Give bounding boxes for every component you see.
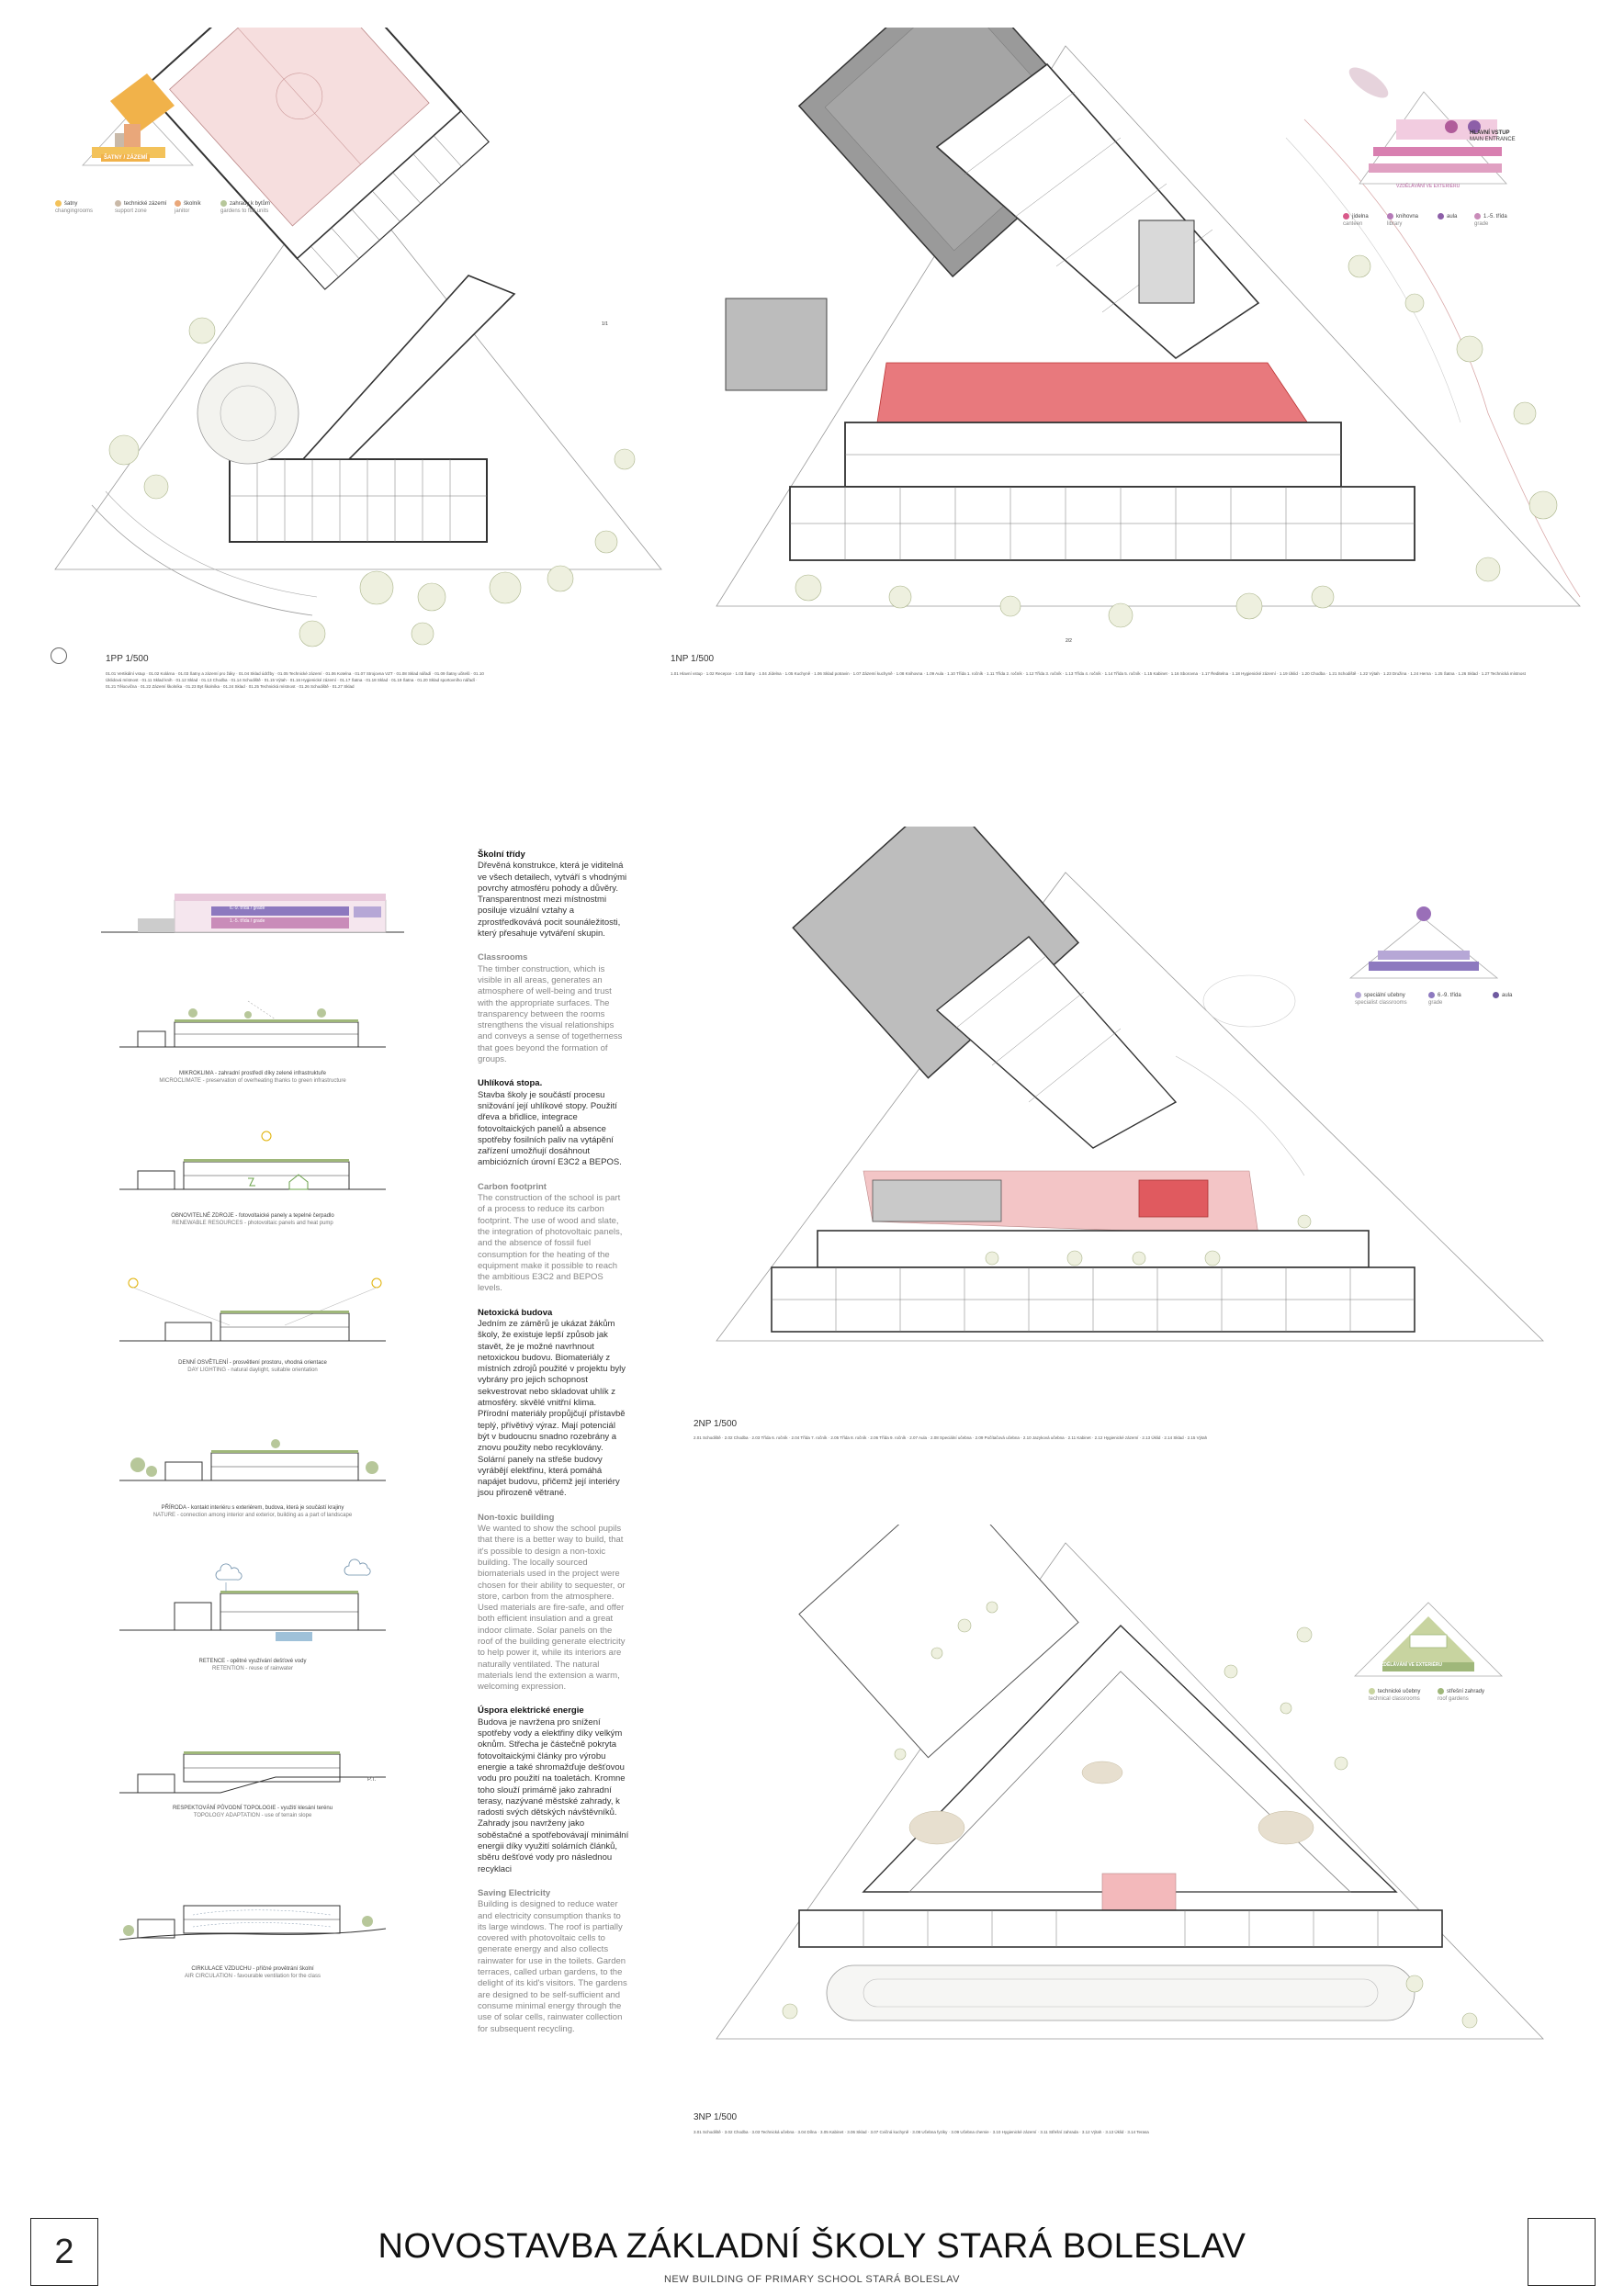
diagram-daylighting	[110, 1272, 395, 1355]
legend-2np-en-1: grade	[1428, 1000, 1443, 1007]
legend-1pp-badge-label: ŠATNY / ZÁZEMÍ	[101, 154, 150, 162]
legend-2np-swatch-0	[1355, 992, 1361, 998]
page-title: NOVOSTAVBA ZÁKLADNÍ ŠKOLY STARÁ BOLESLAV	[378, 2227, 1246, 2266]
legend-3np-item-1	[1438, 1688, 1484, 1703]
section-grade-upper: 6.-9. třída / grade	[230, 906, 265, 911]
room-list-2np: 2.01 Schodiště · 2.02 Chodba · 2.03 Třída 6. ročník · 2.04 Třída 7. ročník · 2.05 Třída 8. ročník · 2.06 Třída 9. ročník · 2.07 Aula · 2.08 Speciální učebna · 2.09 Počítačová učebna · 2.10 Jazyková učebna · 2.11 Kabinet · 2.12 Hygienické zázemí · 2.13 Úklid · 2.14 Sklad · 2.15 Výtah	[694, 1435, 1208, 1440]
legend-2np-pyramid	[1341, 895, 1506, 987]
legend-3np-pyramid	[1346, 1584, 1511, 1685]
essay-cz3-text: Jedním ze záměrů je ukázat žákům školy, že existuje lepší způsob jak stavět, že je možné navrhnout netoxickou budovu. Biomateriály z místních zdrojů použité v projektu byly vybrány pro jejich schopnost sekvestrovat nebo skladovat uhlík z atmosféry. skvělé vnitřní klima. Přírodní materiály propůjčují přístavbě teplý, přívětivý výraz. Mají potenciál být v budoucnu snadno rozebrány a znovu použity nebo recyklovány. Solární panely na střeše budovy vyrábějí elektřinu, která pomáhá napájet budovu, přičemž její interiéry jsou přirozeně větrané.	[478, 1318, 626, 1499]
legend-1pp-en-2: janitor	[175, 208, 190, 215]
diagram-retention	[110, 1557, 395, 1649]
room-list-1pp: 01.01 Vertikální vstup · 01.02 Kolárna · 01.03 Šatny a zázemí pro žáky · 01.04 Sklad údržby · 01.05 Technické zázemí · 01.06 Kotelna · 01.07 Strojovna VZT · 01.08 Sklad nářadí · 01.09 Šatny učitelů · 01.10 Úklidová místnost · 01.11 Sklad knih · 01.12 Sklad · 01.13 Chodba · 01.14 Schodiště · 01.15 Výtah · 01.16 Hygienické zázemí · 01.17 Šatna · 01.18 Sklad · 01.19 Šatna · 01.20 Sklad sportovního nářadí · 01.21 Tělocvična · 01.22 Zázemí školníka · 01.23 Byt školníka · 01.24 Sklad · 01.25 Technická místnost · 01.26 Schodiště · 01.27 Sklad	[106, 671, 484, 689]
diagram-renewable-drawing	[110, 1125, 395, 1208]
legend-1np-en-3: grade	[1474, 221, 1489, 228]
legend-1np-en-1: library	[1387, 221, 1403, 228]
legend-1pp-en-1: support zone	[115, 208, 147, 215]
legend-1np-en-0: canteen	[1343, 221, 1363, 228]
legend-1np-label-2: aula	[1447, 214, 1458, 220]
legend-1pp-swatch-2	[175, 200, 181, 207]
section-grade-lower: 1.-5. třída / grade	[230, 918, 265, 924]
legend-1np-swatch-2	[1438, 213, 1444, 219]
diagram-retention-drawing	[110, 1557, 395, 1649]
diagram-caption-4	[106, 1658, 400, 1672]
legend-2np-item-0	[1355, 992, 1407, 1007]
legend-1np-item-0	[1343, 213, 1369, 228]
diagram-caption-5-en: TOPOLOGY ADAPTATION - use of terrain slope	[193, 1813, 312, 1818]
legend-1np-entrance	[1470, 130, 1516, 143]
legend-1pp-swatch-3	[220, 200, 227, 207]
diagram-caption-6-en: AIR CIRCULATION - favourable ventilation for the class	[185, 1974, 321, 1979]
legend-1np-item-2	[1438, 213, 1457, 220]
essay-en3-text: We wanted to show the school pupils that there is a better way to build, that it's possible to design a non-toxic building. The locally sourced biomaterials used in the project were chosen for their ability to sequester, or store, carbon from the atmosphere. Used materials are fire-safe, and offer both efficient insulation and a great indoor climate. Solar panels on the roof of the building generate electricity to help power it, while its interiors are naturally ventilated. The natural materials lend the extension a warm, welcoming expression.	[478, 1524, 626, 1693]
legend-1np-swatch-0	[1343, 213, 1349, 219]
diagram-caption-0-en: MICROCLIMATE - preservation of overheating thanks to green infrastructure	[159, 1078, 346, 1084]
room-list-1np: 1.01 Hlavní vstup · 1.02 Recepce · 1.03 Šatny · 1.04 Jídelna · 1.05 Kuchyně · 1.06 Sklad potravin · 1.07 Zázemí kuchyně · 1.08 Knihovna · 1.09 Aula · 1.10 Třída 1. ročník · 1.11 Třída 2. ročník · 1.12 Třída 3. ročník · 1.13 Třída 4. ročník · 1.14 Třída 5. ročník · 1.15 Kabinet · 1.16 Sborovna · 1.17 Ředitelna · 1.18 Hygienické zázemí · 1.19 Úklid · 1.20 Chodba · 1.21 Schodiště · 1.22 Výtah · 1.23 Družina · 1.24 Herna · 1.25 Šatna · 1.26 Sklad · 1.27 Technická místnost	[671, 671, 1526, 676]
legend-3np-en-1: roof gardens	[1438, 1696, 1469, 1703]
legend-1pp-pyramid	[73, 55, 202, 184]
legend-1pp-label-1: technické zázemí	[124, 201, 167, 208]
essay-en4-text: Building is designed to reduce water and electricity consumption thanks to its large windows. The roof is partially covered with photovoltaic cells to generate energy and also collects rainwater for use in the toilets. Garden terraces, called urban gardens, to the delight of its kid's visitors. The gardens are designed to be self-sufficient and consume minimal energy through the use of solar cells, rainwater collection for subsequent recycling.	[478, 1899, 627, 2034]
legend-1np-item-3	[1474, 213, 1507, 228]
diagram-caption-1-cz: OBNOVITELNÉ ZDROJE - fotovoltaické panely a tepelné čerpadlo	[171, 1213, 334, 1219]
legend-2np-label-2: aula	[1502, 993, 1513, 999]
diagram-caption-2	[106, 1359, 400, 1374]
legend-3np-badge-label: VZDĚLÁVÁNÍ VE EXTERIÉRU	[1378, 1662, 1443, 1668]
legend-1pp-item-2	[175, 200, 201, 215]
section-mark-1: 1/1	[602, 321, 608, 327]
diagram-caption-1-en: RENEWABLE RESOURCES - photovoltaic panels and heat pump	[172, 1221, 333, 1226]
legend-1np-badge-label: VZDĚLÁVÁNÍ VE EXTERIÉRU	[1396, 184, 1460, 189]
diagram-caption-3-cz: PŘÍRODA - kontakt interiéru s exteriérem, budova, která je součástí krajiny	[161, 1505, 344, 1511]
legend-3np-swatch-1	[1438, 1688, 1444, 1694]
legend-3np-badge	[1346, 1584, 1511, 1685]
legend-2np-item-2	[1493, 992, 1512, 999]
diagram-topology-drawing	[110, 1727, 395, 1809]
section-mark-2: 2/2	[1066, 638, 1072, 644]
plan-1pp-label: 1PP 1/500	[106, 654, 149, 664]
legend-2np-item-1	[1428, 992, 1461, 1007]
legend-2np-en-0: specialist classrooms	[1355, 1000, 1407, 1007]
legend-1pp-en-3: gardens to flat units	[220, 208, 269, 215]
essay-en4	[478, 1888, 629, 2035]
plan-1np-label: 1NP 1/500	[671, 654, 715, 664]
diagram-caption-6	[106, 1965, 400, 1980]
diagram-nature	[110, 1424, 395, 1497]
entrance-label-cz: HLAVNÍ VSTUP	[1470, 130, 1510, 136]
legend-1np-badge	[1332, 55, 1516, 193]
legend-3np-label-0: technické učebny	[1378, 1689, 1421, 1695]
essay-en2-text: The construction of the school is part of a process to reduce its carbon footprint. The use of wood and slate, the integration of photovoltaic panels, and the absence of fossil fuel consumption for the heating of the equipment make it possible to reach the ambitious E3C2 and BEPOS levels.	[478, 1193, 623, 1294]
essay-en2	[478, 1182, 629, 1295]
legend-2np-badge	[1341, 895, 1506, 987]
diagram-microclimate-drawing	[110, 996, 395, 1065]
north-arrow-1pp	[51, 647, 67, 664]
essay-en3	[478, 1513, 629, 1694]
topology-pt-label: P.T.	[367, 1777, 377, 1783]
legend-1pp-en-0: changingrooms	[55, 208, 94, 215]
legend-2np-swatch-2	[1493, 992, 1499, 998]
diagram-air-drawing	[110, 1874, 395, 1956]
diagram-topology	[110, 1727, 395, 1809]
diagram-caption-5	[106, 1805, 400, 1819]
page-subtitle: NEW BUILDING OF PRIMARY SCHOOL STARÁ BOLESLAV	[663, 2274, 960, 2285]
essay-cz4-heading: Úspora elektrické energie	[478, 1705, 584, 1716]
legend-1pp-badge	[73, 55, 202, 184]
legend-2np-swatch-1	[1428, 992, 1435, 998]
diagram-nature-drawing	[110, 1424, 395, 1497]
diagram-caption-5-cz: RESPEKTOVÁNÍ PŮVODNÍ TOPOLOGIE - využití klesání terénu	[172, 1806, 333, 1811]
essay-cz2-heading: Uhlíková stopa.	[478, 1078, 543, 1089]
essay-en1-text: The timber construction, which is visible in all areas, generates an atmosphere of well-being and trust with the appropriate surfaces. The transparency between the rooms strengthens the visual relationships and conveys a sense of togetherness that goes beyond the formation of groups.	[478, 963, 623, 1065]
legend-1pp-item-0	[55, 200, 93, 215]
essay-cz3-heading: Netoxická budova	[478, 1307, 553, 1318]
legend-1np-label-3: 1.-5. třída	[1483, 214, 1507, 220]
essay-cz1-heading: Školní třídy	[478, 850, 525, 860]
diagram-caption-2-cz: DENNÍ OSVĚTLENÍ - prosvětlení prostoru, vhodná orientace	[178, 1360, 327, 1366]
diagram-caption-6-cz: CIRKULACE VZDUCHU - příčné provětrání školní	[191, 1966, 314, 1972]
diagram-caption-0-cz: MIKROKLIMA - zahradní prostředí díky zelené infrastruktuře	[178, 1071, 327, 1076]
diagram-air	[110, 1874, 395, 1956]
essay-en1-heading: Classrooms	[478, 952, 528, 963]
essay-cz4-text: Budova je navržena pro snížení spotřeby vody a elektřiny díky velkým oknům. Střecha je částečně pokryta fotovoltaickými články pro výrobu energie a také shromažďuje dešťovou vodu pro použití na toaletách. Kromne toho slouží primárně jako zahradní terasy, nazývané městské zahrady, k radosti svých dětských návštěvníků. Zahrady jsou navrženy jako soběstačné a spotřebovávají minimální energii díky využití solárních článků, sběru dešťové vody pro následnou recyklaci	[478, 1716, 629, 1874]
plan-2np-label: 2NP 1/500	[694, 1419, 738, 1429]
legend-3np-swatch-0	[1369, 1688, 1375, 1694]
essay-en4-heading: Saving Electricity	[478, 1887, 551, 1898]
legend-3np-en-0: technical classrooms	[1369, 1696, 1420, 1703]
diagram-caption-3	[106, 1504, 400, 1519]
legend-1np-item-1	[1387, 213, 1418, 228]
legend-1pp-label-2: školník	[184, 201, 201, 208]
diagram-caption-3-en: NATURE - connection among interior and exterior, building as a part of landscape	[152, 1513, 353, 1518]
diagram-caption-2-en: DAY LIGHTING - natural daylight, suitable orientation	[187, 1367, 318, 1373]
legend-1np-swatch-1	[1387, 213, 1393, 219]
legend-1np-label-1: knihovna	[1396, 214, 1419, 220]
page-number: 2	[54, 2233, 74, 2271]
essay-en3-heading: Non-toxic building	[478, 1512, 555, 1523]
room-list-3np: 3.01 Schodiště · 3.02 Chodba · 3.03 Technická učebna · 3.04 Dílna · 3.05 Kabinet · 3.06 Sklad · 3.07 Cvičná kuchyně · 3.08 Učebna fyziky · 3.09 Učebna chemie · 3.10 Hygienické zázemí · 3.11 Střešní zahrada · 3.12 Výtah · 3.13 Úklid · 3.14 Terasa	[694, 2130, 1149, 2134]
plan-3np-label: 3NP 1/500	[694, 2112, 738, 2122]
entrance-label-en: MAIN ENTRANCE	[1470, 137, 1516, 142]
legend-1np-pyramid	[1332, 55, 1516, 193]
legend-1pp-label-3: zahrady k bytům	[230, 201, 271, 208]
legend-2np-label-0: speciální učebny	[1364, 993, 1405, 999]
legend-1np-swatch-3	[1474, 213, 1481, 219]
legend-3np-label-1: střešní zahrady	[1447, 1689, 1485, 1695]
diagram-microclimate	[110, 996, 395, 1065]
essay-en2-heading: Carbon footprint	[478, 1181, 547, 1192]
diagram-caption-0	[106, 1070, 400, 1085]
diagram-renewable	[110, 1125, 395, 1208]
diagram-daylighting-drawing	[110, 1272, 395, 1355]
legend-2np-label-1: 6.-9. třída	[1438, 993, 1461, 999]
legend-1pp-item-3	[220, 200, 270, 215]
essay-cz1-text: Dřevěná konstrukce, která je viditelná ve všech detailech, vytváří s vhodnými povrchy atmosféru pohody a důvěry. Transparentnost mezi místnostmi posiluje vizuální vztahy a zprostředkovává pocit sounáležitosti, který přesahuje vytváření skupin.	[478, 861, 627, 940]
diagram-caption-4-cz: RETENCE - opětné využívání dešťové vody	[198, 1659, 307, 1664]
legend-1pp-item-1	[115, 200, 166, 215]
diagram-caption-4-en: RETENTION - reuse of rainwater	[211, 1666, 294, 1671]
legend-1np-label-0: jídelna	[1352, 214, 1369, 220]
legend-1pp-label-0: šatny	[64, 201, 78, 208]
diagram-caption-1	[106, 1212, 400, 1227]
essay-column	[478, 850, 629, 2048]
essay-en1	[478, 952, 629, 1065]
legend-1pp-swatch-1	[115, 200, 121, 207]
essay-cz2-text: Stavba školy je součástí procesu snižování její uhlíkové stopy. Použití dřeva a břidlice, integrace fotovoltaických panelů a absence spotřeby fosilních paliv na vytápění zařízení umožňují dosáhnout ambiciózních úrovní E3C2 a BEPOS.	[478, 1089, 622, 1168]
legend-1pp-swatch-0	[55, 200, 62, 207]
legend-3np-item-0	[1369, 1688, 1420, 1703]
